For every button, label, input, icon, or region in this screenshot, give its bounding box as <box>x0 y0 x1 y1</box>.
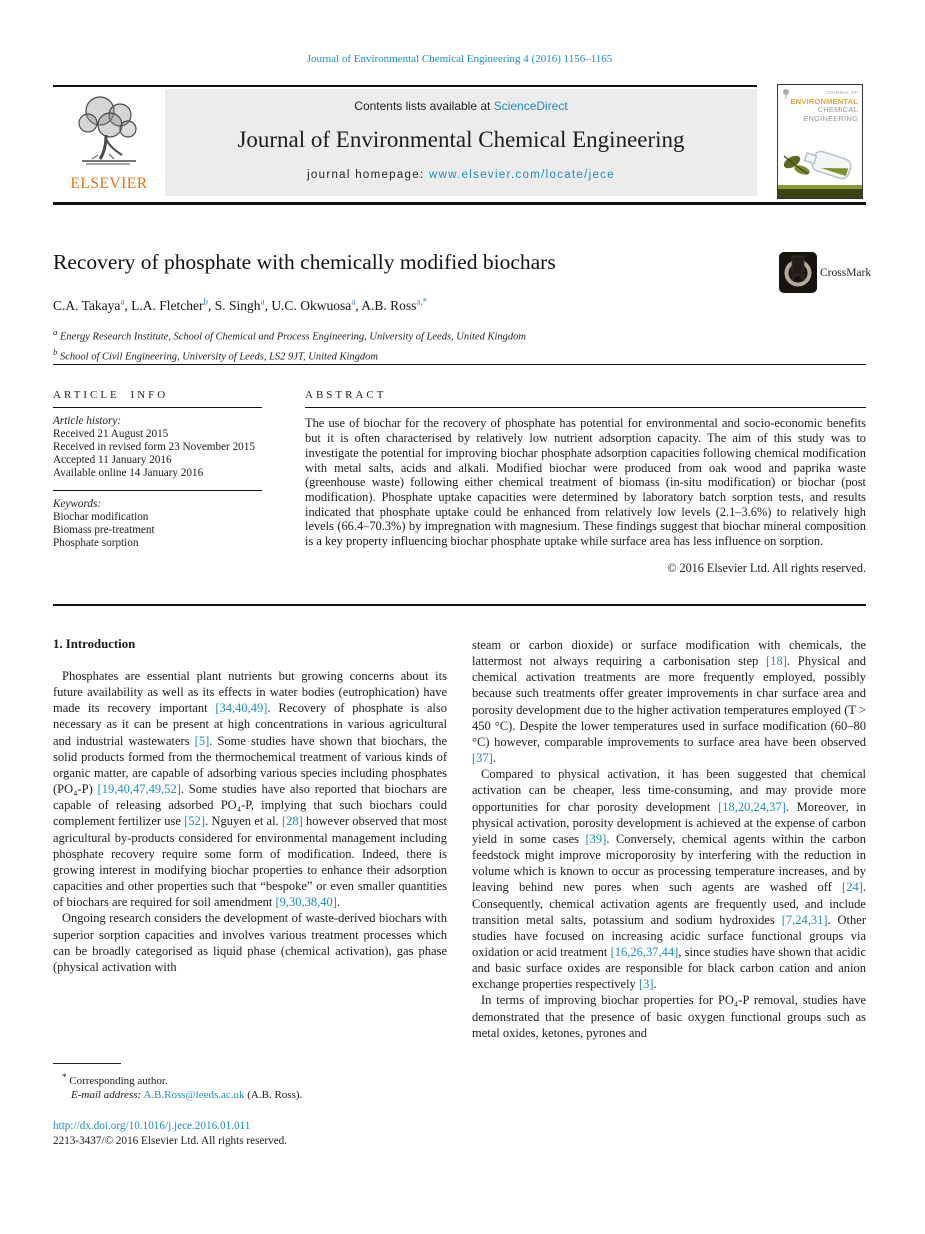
homepage-url-link[interactable]: www.elsevier.com/locate/jece <box>428 169 615 181</box>
article-history <box>53 415 262 480</box>
citation-link[interactable]: [18,20,24,37] <box>718 799 786 814</box>
article-title: Recovery of phosphate with chemically modified biochars <box>53 250 556 274</box>
author-name: S. Singh <box>214 297 261 313</box>
doi-link[interactable]: http://dx.doi.org/10.1016/j.jece.2016.01.011 <box>53 1120 251 1132</box>
journal-reference-link[interactable]: Journal of Environmental Chemical Engineering 4 (2016) 1156–1165 <box>306 53 613 65</box>
article-history-item: Received in revised form 23 November 2015 <box>53 441 255 454</box>
contents-line <box>165 99 757 113</box>
contents-prefix: Contents lists available at <box>354 99 494 113</box>
journal-banner <box>165 89 757 196</box>
citation-link[interactable]: [5] <box>194 733 210 748</box>
article-history-item: Accepted 11 January 2016 <box>53 454 172 467</box>
affiliation-marker: b <box>53 346 58 357</box>
abstract-section <box>305 389 866 576</box>
affiliation-text: School of Civil Engineering, University of Leeds, LS2 9JT, United Kingdom <box>60 351 378 362</box>
citation-link[interactable]: [24] <box>842 880 863 895</box>
corresponding-author-line <box>53 1071 447 1089</box>
keyword-item: Biochar modification <box>53 510 149 523</box>
author-separator: , <box>264 297 272 313</box>
author <box>53 298 131 313</box>
keywords-label: Keywords: <box>53 497 102 510</box>
elsevier-tree-icon <box>70 89 148 169</box>
journal-cover-thumbnail[interactable] <box>777 84 863 199</box>
article-history-list <box>53 428 262 480</box>
issn-copyright-line: 2213-3437/© 2016 Elsevier Ltd. All rights reserved. <box>53 1134 288 1147</box>
affiliation-line <box>53 345 526 365</box>
affiliation-marker: a <box>53 327 58 337</box>
crossmark-badge[interactable] <box>779 252 871 293</box>
author-name: L.A. Fletcher <box>131 297 204 313</box>
article-info-section <box>53 389 262 549</box>
citation-link[interactable]: [9,30,38,40] <box>275 895 337 910</box>
author <box>271 298 361 313</box>
author <box>131 298 215 313</box>
citation-link[interactable]: [37] <box>472 751 493 766</box>
citation-link[interactable]: [3] <box>638 977 654 992</box>
header-bottom-rule <box>53 202 866 205</box>
cover-journal-of: JOURNAL OF <box>825 90 858 95</box>
body-paragraph: Ongoing research considers the development of waste-derived biochars with superior sorption capacities and involves various treatment processes which can be broadly categorised as liquid phase (chemical activation), gas phase (physical activation with <box>53 911 447 974</box>
author-separator: , <box>355 297 362 313</box>
crossmark-icon <box>779 252 817 293</box>
author-list <box>53 296 427 314</box>
doi-block <box>53 1119 287 1148</box>
cover-artwork-flask-leaf <box>778 136 862 198</box>
author-affiliation-sup: a <box>120 296 125 306</box>
body-paragraph: Phosphates are essential plant nutrients but growing concerns about its future availability as well as its effects in water bodies (eutrophication) have made its recovery important [34,40,49]. Recovery of phosphate is also necessary as it can be present at high concentrations in various agricultural and industrial wastewaters [5]. Some studies have shown that biochars, the solid products formed from the thermochemical treatment of various kinds of organic matter, are capable of adsorbing various species including phosphates (PO₄-P) [19,40,47,49,52]. Some studies have also reported that biochars are capable of releasing adsorbed PO₄-P, implying that such biochars could complement fertilizer use [52]. Nguyen et al. [28] however observed that most agricultural by-products considered for environmental management including phosphate recovery require some form of modification. Indeed, there is growing interest in modifying biochar properties to enhance their adsorption capacities and other properties such that “bespoke” or even smaller quantities of biochars are required for soil amendment [9,30,38,40]. <box>53 669 448 910</box>
cover-elsevier-mini-icon <box>782 88 790 100</box>
affiliation-line <box>53 325 526 345</box>
email-link[interactable]: A.B.Ross@leeds.ac.uk <box>143 1088 245 1101</box>
homepage-prefix: journal homepage: <box>307 169 429 181</box>
author-affiliation-sup: b <box>203 296 209 306</box>
abstract-heading: ABSTRACT <box>305 389 387 401</box>
cover-chemical: CHEMICAL <box>817 105 858 114</box>
body-column-right <box>472 637 866 1041</box>
homepage-line <box>165 169 757 181</box>
abstract-copyright: © 2016 Elsevier Ltd. All rights reserved. <box>667 561 866 576</box>
footnote-block <box>53 1063 447 1102</box>
footnote-rule <box>53 1063 121 1064</box>
citation-link[interactable]: [19,40,47,49,52] <box>97 782 181 797</box>
author-name: U.C. Okwuosa <box>271 297 352 313</box>
elsevier-logo[interactable] <box>53 89 165 196</box>
keyword-item: Biomass pre-treatment <box>53 523 155 536</box>
cover-environmental: ENVIRONMENTAL <box>790 96 858 106</box>
email-line <box>53 1089 447 1103</box>
footnote-asterisk: * <box>62 1072 67 1082</box>
journal-title: Journal of Environmental Chemical Engineering <box>237 127 685 152</box>
author-affiliation-sup: a,* <box>416 296 428 306</box>
body-paragraph: Compared to physical activation, it has been suggested that chemical activation can be cheaper, less time-consuming, and may provide more opportunities for char porosity development [18,20,24,37]. Moreover, in physical activation, porosity development is achieved at the expense of carbon yield in some cases [39]. Conversely, chemical agents within the carbon feedstock might improve microporosity by interfering with the reduction in volume which is known to occur as processing temperature increases, and by leaving behind new pores when such agents are washed off [24]. Consequently, chemical activation agents are frequently used, and include transition metal salts, potassium and sodium hydroxides [7,24,31]. Other studies have focused on increasing acidic surface functional groups via oxidation or acid treatment [16,26,37,44], since studies have shown that acidic and basic surface oxides are responsible for black carbon cation and anion exchange properties respectively [3]. <box>472 767 866 992</box>
citation-link[interactable]: [34,40,49] <box>215 701 268 716</box>
affiliation-text: Energy Research Institute, School of Chemical and Process Engineering, University of Leeds, United Kingdom <box>60 331 526 343</box>
right-paragraphs <box>472 637 866 1041</box>
author <box>215 298 272 313</box>
sciencedirect-link[interactable]: ScienceDirect <box>493 99 568 113</box>
body-paragraph: steam or carbon dioxide) or surface modification with chemicals, the lattermost not always requiring a carbonisation step [18]. Physical and chemical activation treatments are more frequently employed, possibly because such treatments offer greater improvements in char surface area and porosity development due to the higher activation temperatures employed (T > 450 °C). Despite the lower temperatures used in surface modification (60–80 °C) however, comparable improvements to surface area have been observed [37]. <box>472 638 866 766</box>
keywords-rule <box>53 490 262 491</box>
email-label: E-mail address: <box>71 1088 142 1101</box>
keywords-block <box>53 498 262 550</box>
article-info-heading: ARTICLE INFO <box>53 389 169 401</box>
article-history-item: Received 21 August 2015 <box>53 428 169 441</box>
keywords-list <box>53 511 262 550</box>
affiliation-list <box>53 325 526 364</box>
article-info-rule <box>53 407 262 408</box>
author-name: A.B. Ross <box>361 297 417 313</box>
author-separator: , <box>124 297 132 313</box>
citation-link[interactable]: [7,24,31] <box>781 912 828 927</box>
left-paragraphs <box>53 668 447 975</box>
header-top-rule <box>53 85 757 87</box>
abstract-rule <box>305 407 866 408</box>
abstract-body-divider <box>53 604 866 606</box>
cover-engineering: ENGINEERING <box>803 113 858 123</box>
citation-link[interactable]: [39] <box>585 831 607 846</box>
article-history-label: Article history: <box>53 415 122 428</box>
author-affiliation-sup: a <box>260 296 265 306</box>
keyword-item: Phosphate sorption <box>53 536 139 549</box>
author-affiliation-sup: a <box>351 296 356 306</box>
author <box>361 298 427 313</box>
citation-link[interactable]: [52] <box>184 814 206 829</box>
abstract-text: The use of biochar for the recovery of phosphate has potential for environmental and socio-economic benefits but it is often characterised by relatively low nutrient adsorption capacity. The aim of this study was to investigate the potential for improving biochar phosphate adsorption capacities following chemical modification with metal salts, acids and alkali. Modified biochar were produced from oak wood and paprika waste (greenhouse waste) following either chemical treatment of biomass (in-situ modification) or biochar (post modification). Phosphate uptake capacities were determined by laboratory batch sorption tests, and results indicated that phosphate uptake could be enhanced from relatively low levels (2.1–3.6%) to relatively high levels (66.4–70.3%) by impregnation with magnesium. These findings suggest that biochar mineral composition is a key property influencing biochar phosphate uptake while surface area has less influence on sorption. <box>305 416 866 549</box>
crossmark-label: CrossMark <box>820 266 872 279</box>
affiliation-divider <box>53 364 866 365</box>
email-suffix: (A.B. Ross). <box>244 1088 303 1101</box>
author-name: C.A. Takaya <box>53 297 121 313</box>
citation-link[interactable]: [16,26,37,44] <box>610 944 679 959</box>
body-paragraph: In terms of improving biochar properties for PO₄-P removal, studies have demonstrated that the presence of basic oxygen functional groups such as metal oxides, ketones, pyrones and <box>472 993 866 1040</box>
section-heading-introduction: 1. Introduction <box>53 637 136 651</box>
author-separator: , <box>208 297 215 313</box>
body-column-left <box>53 637 447 975</box>
elsevier-wordmark: ELSEVIER <box>70 175 148 192</box>
article-history-item: Available online 14 January 2016 <box>53 467 204 480</box>
citation-link[interactable]: [28] <box>281 814 303 829</box>
citation-link[interactable]: [18] <box>766 654 787 669</box>
corresponding-author-text: Corresponding author. <box>66 1075 168 1087</box>
